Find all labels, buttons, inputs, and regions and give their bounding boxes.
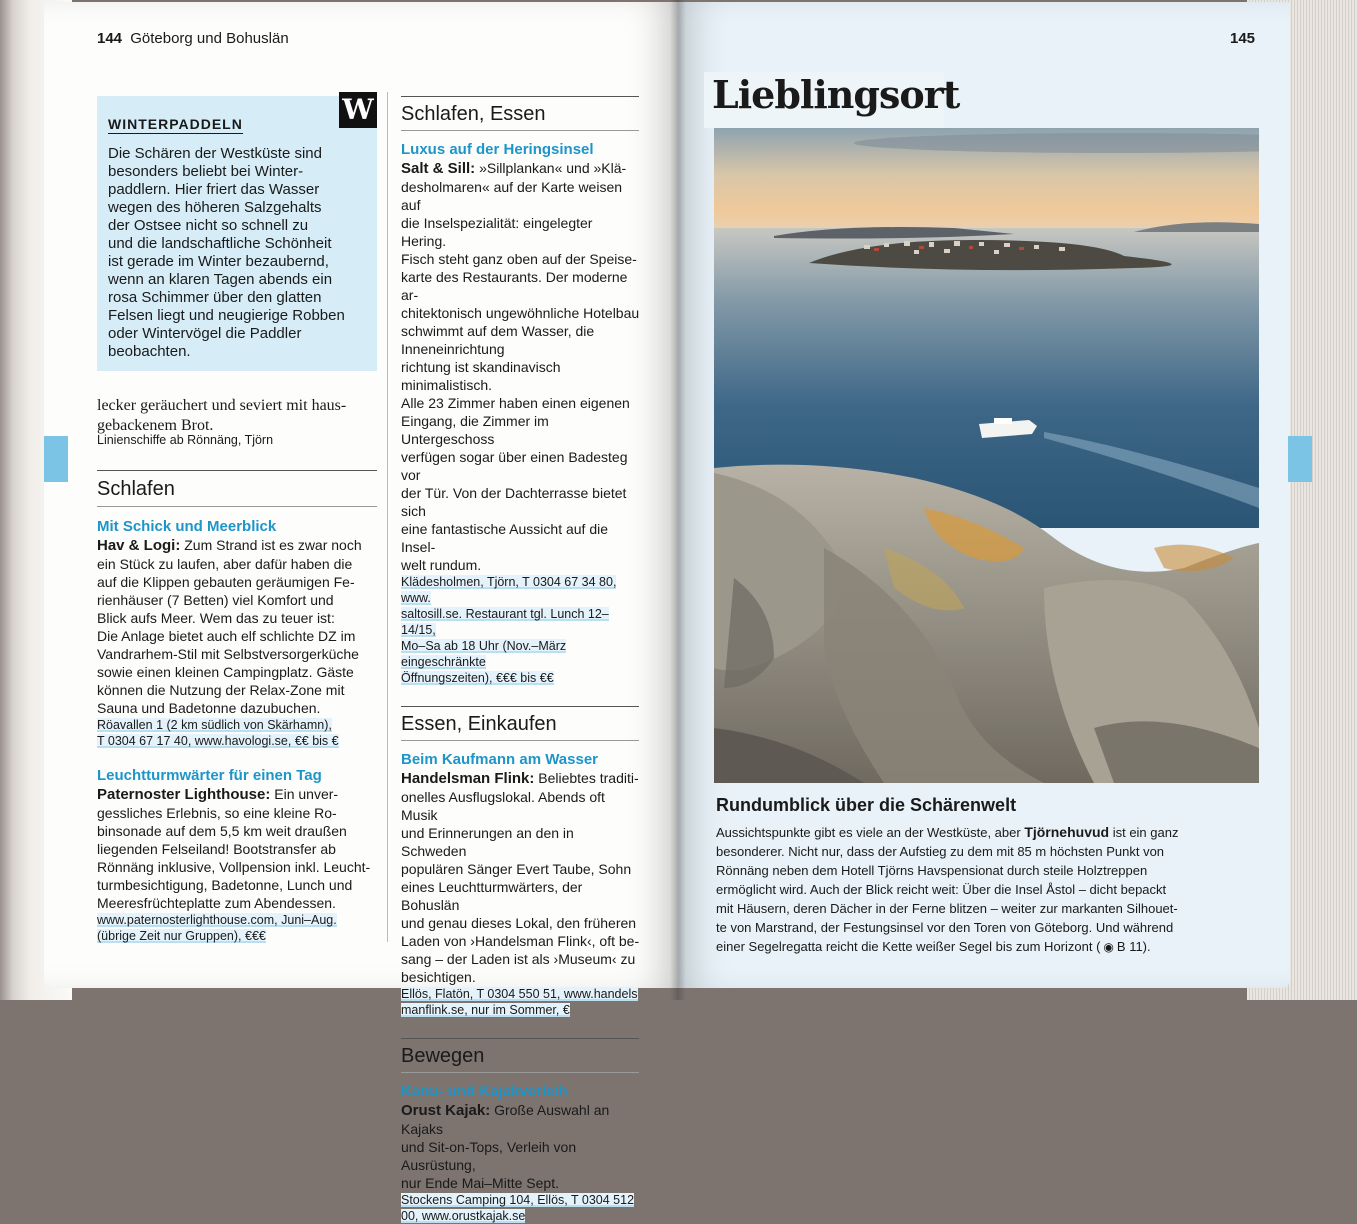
w-badge-icon: W — [339, 92, 377, 128]
entry-text: gessliches Erlebnis, so eine kleine Ro- — [97, 805, 337, 821]
entry-text: sowie einen kleinen Campingplatz. Gäste — [97, 664, 354, 680]
entry-text: Laden von ›Handelsman Flink‹, oft be- — [401, 933, 640, 949]
entry-line — [97, 609, 382, 627]
intro-line: lecker geräuchert und seviert mit haus- — [97, 397, 347, 414]
photo-illustration — [714, 128, 1259, 783]
entry-text: Eingang, die Zimmer im Untergeschoss — [401, 413, 549, 447]
entry-subheading: Luxus auf der Heringsinsel — [401, 141, 594, 158]
rule — [401, 740, 639, 741]
entry-body — [401, 159, 641, 574]
address-line — [401, 670, 641, 686]
entry-text: verfügen sogar über einen Badesteg vor — [401, 449, 628, 483]
caption-line — [716, 899, 1221, 918]
address-text: Mo–Sa ab 18 Uhr (Nov.–März eingeschränkte — [401, 639, 567, 669]
caption-text: ist ein ganz — [1109, 825, 1179, 840]
caption-line — [716, 823, 1221, 842]
entry-line — [97, 663, 382, 681]
entry-line — [401, 1101, 641, 1138]
box-title: WINTERPADDELN — [108, 116, 243, 132]
rule — [401, 96, 639, 97]
box-line: und die landschaftliche Schönheit — [108, 235, 332, 252]
entry-text: der Tür. Von der Dachterrasse bietet sich — [401, 485, 627, 519]
heading-schlafen: Schlafen — [97, 478, 175, 500]
column-1-entries — [97, 518, 382, 944]
entry-name: Handelsman Flink: — [401, 770, 535, 787]
column-2-entries — [401, 92, 641, 1224]
entry-line — [401, 268, 641, 304]
entry-text: nur Ende Mai–Mitte Sept. — [401, 1175, 559, 1191]
entry-text: Sauna und Badetonne dazubuchen. — [97, 700, 321, 716]
address-line — [97, 912, 382, 928]
entry-line — [97, 645, 382, 663]
column-divider — [387, 92, 388, 942]
entry-line — [97, 894, 382, 912]
entry-line — [401, 950, 641, 968]
box-line: ist gerade im Winter bezaubernd, — [108, 253, 329, 270]
caption-line — [716, 842, 1221, 861]
caption-text: Aussichtspunkte gibt es viele an der Westküste, aber — [716, 825, 1025, 840]
entry-subheading: Leuchtturmwärter für einen Tag — [97, 767, 322, 784]
entry-line — [97, 591, 382, 609]
entry-line — [401, 932, 641, 950]
section-heading: Bewegen — [401, 1045, 485, 1067]
entry-text: onelles Ausflugslokal. Abends oft Musik — [401, 789, 605, 823]
entry-subheading: Beim Kaufmann am Wasser — [401, 751, 599, 768]
entry-text: können die Nutzung der Relax-Zone mit — [97, 682, 345, 698]
address-text: 00, www.orustkajak.se — [401, 1209, 526, 1223]
caption-text — [716, 823, 1221, 957]
running-title: Göteborg und Bohuslän — [130, 30, 289, 47]
caption-title: Rundumblick über die Schärenwelt — [716, 795, 1017, 815]
intro-note: Linienschiffe ab Rönnäng, Tjörn — [97, 433, 274, 447]
intro-line: gebackenem Brot. — [97, 417, 214, 434]
caption-line — [716, 918, 1221, 937]
caption-line — [716, 861, 1221, 880]
entry-text: Die Anlage bietet auch elf schlichte DZ im — [97, 628, 356, 644]
entry-line — [97, 840, 382, 858]
entry-address — [401, 986, 641, 1018]
entry-line — [97, 536, 382, 555]
caption-text: Rönnäng neben dem Hotell Tjörns Havspensionat durch steile Holztreppen — [716, 863, 1148, 878]
address-text: (übrige Zeit nur Gruppen), €€€ — [97, 929, 266, 943]
entry-line — [401, 860, 641, 878]
caption-text: mit Häusern, deren Dächer in der Ferne blitzen – weiter zur markanten Silhouet- — [716, 901, 1178, 916]
entry-text: eines Leuchtturmwärters, der Bohuslän — [401, 879, 583, 913]
box-line: wegen des höheren Salzgehalts — [108, 199, 322, 216]
entry — [97, 518, 382, 749]
entry-address — [401, 574, 641, 686]
address-text: T 0304 67 17 40, www.havologi.se, €€ bis € — [97, 734, 339, 748]
entry-text: Vandrarhem-Stil mit Selbstversorgerküche — [97, 646, 359, 662]
address-text: manflink.se, nur im Sommer, € — [401, 1003, 570, 1017]
entry-line — [401, 394, 641, 412]
address-line — [401, 1002, 641, 1018]
entry-body — [97, 536, 382, 717]
entry-name: Orust Kajak: — [401, 1102, 491, 1119]
thumb-tab-left — [44, 436, 68, 482]
entry-text: ein Stück zu laufen, aber dafür haben die — [97, 556, 353, 572]
entry-text: und genau dieses Lokal, den früheren — [401, 915, 637, 931]
entry-line — [401, 214, 641, 250]
entry-line — [401, 1138, 641, 1174]
map-reference: B 11). — [1116, 939, 1151, 954]
entry-line — [97, 627, 382, 645]
entry-text: richtung ist skandinavisch minimalistisch. — [401, 359, 561, 393]
entry-line — [97, 555, 382, 573]
address-text: Ellös, Flatön, T 0304 550 51, www.handels — [401, 987, 638, 1001]
entry-text: Fisch steht ganz oben auf der Speise- — [401, 251, 637, 267]
entry-text: die Inselspezialität: eingelegter Hering. — [401, 215, 593, 249]
entry-line — [401, 484, 641, 520]
caption-text: ermöglicht wird. Auch der Blick reicht weit: Über die Insel Åstol – dicht bepackt — [716, 882, 1167, 897]
entry-text: Beliebtes traditi- — [534, 770, 639, 786]
entry-name: Hav & Logi: — [97, 537, 181, 554]
entry-text: karte des Restaurants. Der moderne ar- — [401, 269, 628, 303]
address-line — [401, 638, 641, 670]
entry-text: besichtigen. — [401, 969, 476, 985]
entry-text: turmbesichtigung, Badetonne, Lunch und — [97, 877, 353, 893]
caption-line — [716, 937, 1221, 957]
entry-line — [401, 878, 641, 914]
entry-text: binsonade auf dem 5,5 km weit draußen — [97, 823, 347, 839]
section-heading: Essen, Einkaufen — [401, 713, 557, 735]
entry-text: und Erinnerungen an den in Schweden — [401, 825, 574, 859]
entry-subheading: Mit Schick und Meerblick — [97, 518, 277, 535]
entry-line — [401, 968, 641, 986]
entry-text: chitektonisch ungewöhnliche Hotelbau — [401, 305, 640, 321]
entry-name: Salt & Sill: — [401, 160, 476, 177]
thumb-tab-right — [1288, 436, 1312, 482]
entry-address — [97, 912, 382, 944]
entry-text: Rönnäng inklusive, Vollpension inkl. Leucht- — [97, 859, 371, 875]
entry-text: auf die Klippen gebauten geräumigen Fe- — [97, 574, 355, 590]
address-line — [97, 928, 382, 944]
address-line — [401, 574, 641, 606]
box-line: der Ostsee nicht so schnell zu — [108, 217, 309, 234]
page-title-lieblingsort: Lieblingsort — [712, 72, 960, 117]
map-pin-icon: ◉ — [1103, 940, 1114, 954]
book-spine — [670, 0, 686, 1000]
box-line: Felsen liegt und neugierige Robben — [108, 307, 345, 324]
address-text: www.paternosterlighthouse.com, Juni–Aug. — [97, 913, 337, 927]
entry-line — [97, 858, 382, 876]
box-line: besonders beliebt bei Winter- — [108, 163, 304, 180]
entry-address — [97, 717, 382, 749]
running-head-left — [97, 30, 289, 47]
address-text: saltosill.se. Restaurant tgl. Lunch 12–14/15, — [401, 607, 609, 637]
entry-text: und Sit-on-Tops, Verleih von Ausrüstung, — [401, 1139, 577, 1173]
address-line — [401, 1208, 641, 1224]
entry-line — [401, 322, 641, 358]
entry-line — [401, 556, 641, 574]
box-line: Die Schären der Westküste sind — [108, 145, 322, 162]
entry-text: populären Sänger Evert Taube, Sohn — [401, 861, 632, 877]
entry-text: Ein unver- — [270, 786, 339, 802]
address-line — [401, 1192, 641, 1208]
entry-text: Zum Strand ist es zwar noch — [180, 537, 362, 553]
entry-line — [97, 804, 382, 822]
entry-line — [97, 573, 382, 591]
entry-line — [401, 178, 641, 214]
entry-text: welt rundum. — [401, 557, 482, 573]
entry-body — [401, 1101, 641, 1192]
entry-subheading: Kanu- und Kajakverleih — [401, 1083, 568, 1100]
entry-text: Blick aufs Meer. Wem das zu teuer ist: — [97, 610, 335, 626]
box-line: beobachten. — [108, 343, 191, 360]
entry-line — [401, 358, 641, 394]
entry-text: desholmaren« auf der Karte weisen auf — [401, 179, 623, 213]
entry-body — [401, 769, 641, 986]
entry-text: Große Auswahl an Kajaks — [401, 1102, 610, 1137]
rule — [401, 1038, 639, 1039]
box-line: wenn an klaren Tagen abends ein — [108, 271, 333, 288]
box-line: rosa Schimmer über den glatten — [108, 289, 322, 306]
entry-body — [97, 785, 382, 912]
entry-text: Meeresfrüchteplatte zum Abendessen. — [97, 895, 336, 911]
address-text: Röavallen 1 (2 km südlich von Skärhamn), — [97, 718, 332, 732]
photo-lieblingsort — [714, 128, 1259, 783]
entry-text: rienhäuser (7 Betten) viel Komfort und — [97, 592, 334, 608]
entry-line — [401, 788, 641, 824]
box-body — [108, 145, 370, 361]
entry-line — [401, 769, 641, 788]
entry — [97, 767, 382, 944]
page-number-right: 145 — [1230, 30, 1256, 47]
address-text: Stockens Camping 104, Ellös, T 0304 512 — [401, 1193, 635, 1207]
entry-line — [97, 699, 382, 717]
address-text: Öffnungszeiten), €€€ bis €€ — [401, 671, 554, 685]
entry-name: Paternoster Lighthouse: — [97, 786, 271, 803]
address-line — [401, 606, 641, 638]
rule — [401, 1072, 639, 1073]
intro-text — [97, 396, 382, 436]
entry-line — [97, 785, 382, 804]
box-line: paddlern. Hier friert das Wasser — [108, 181, 320, 198]
entry-text: eine fantastische Aussicht auf die Insel- — [401, 521, 609, 555]
entry-line — [401, 159, 641, 178]
section-heading: Schlafen, Essen — [401, 103, 546, 125]
entry-line — [401, 250, 641, 268]
address-text: Klädesholmen, Tjörn, T 0304 67 34 80, www. — [401, 575, 617, 605]
caption-text: besonderer. Nicht nur, dass der Aufstieg zu dem mit 85 m höchsten Punkt von — [716, 844, 1165, 859]
entry-text: »Sillplankan« und »Klä- — [475, 160, 627, 176]
entry-text: sang – der Laden ist als ›Museum‹ zu — [401, 951, 636, 967]
caption-text: te von Marstrand, der Festungsinsel vor den Toren von Göteborg. Und während — [716, 920, 1174, 935]
info-box-winterpaddeln — [97, 93, 377, 371]
entry-text: liegenden Felseiland! Bootstransfer ab — [97, 841, 336, 857]
entry-line — [97, 681, 382, 699]
caption-line — [716, 880, 1221, 899]
entry-line — [401, 304, 641, 322]
entry-text: Alle 23 Zimmer haben einen eigenen — [401, 395, 630, 411]
caption-emphasis: Tjörnehuvud — [1024, 824, 1110, 840]
rule — [401, 130, 639, 131]
entry-line — [401, 1174, 641, 1192]
entry-line — [401, 914, 641, 932]
box-line: oder Wintervögel die Paddler — [108, 325, 302, 342]
rule — [401, 706, 639, 707]
rule — [97, 506, 377, 507]
address-line — [97, 717, 382, 733]
entry-address — [401, 1192, 641, 1224]
entry-line — [401, 520, 641, 556]
entry-line — [97, 876, 382, 894]
rule — [97, 470, 377, 471]
entry-line — [401, 448, 641, 484]
page-number-left: 144 — [97, 30, 123, 47]
entry-line — [97, 822, 382, 840]
entry-text: schwimmt auf dem Wasser, die Inneneinrichtung — [401, 323, 595, 357]
entry-line — [401, 412, 641, 448]
caption-text: einer Segelregatta reicht die Kette weißer Segel bis zum Horizont ( — [716, 939, 1101, 954]
address-line — [97, 733, 382, 749]
entry-line — [401, 824, 641, 860]
